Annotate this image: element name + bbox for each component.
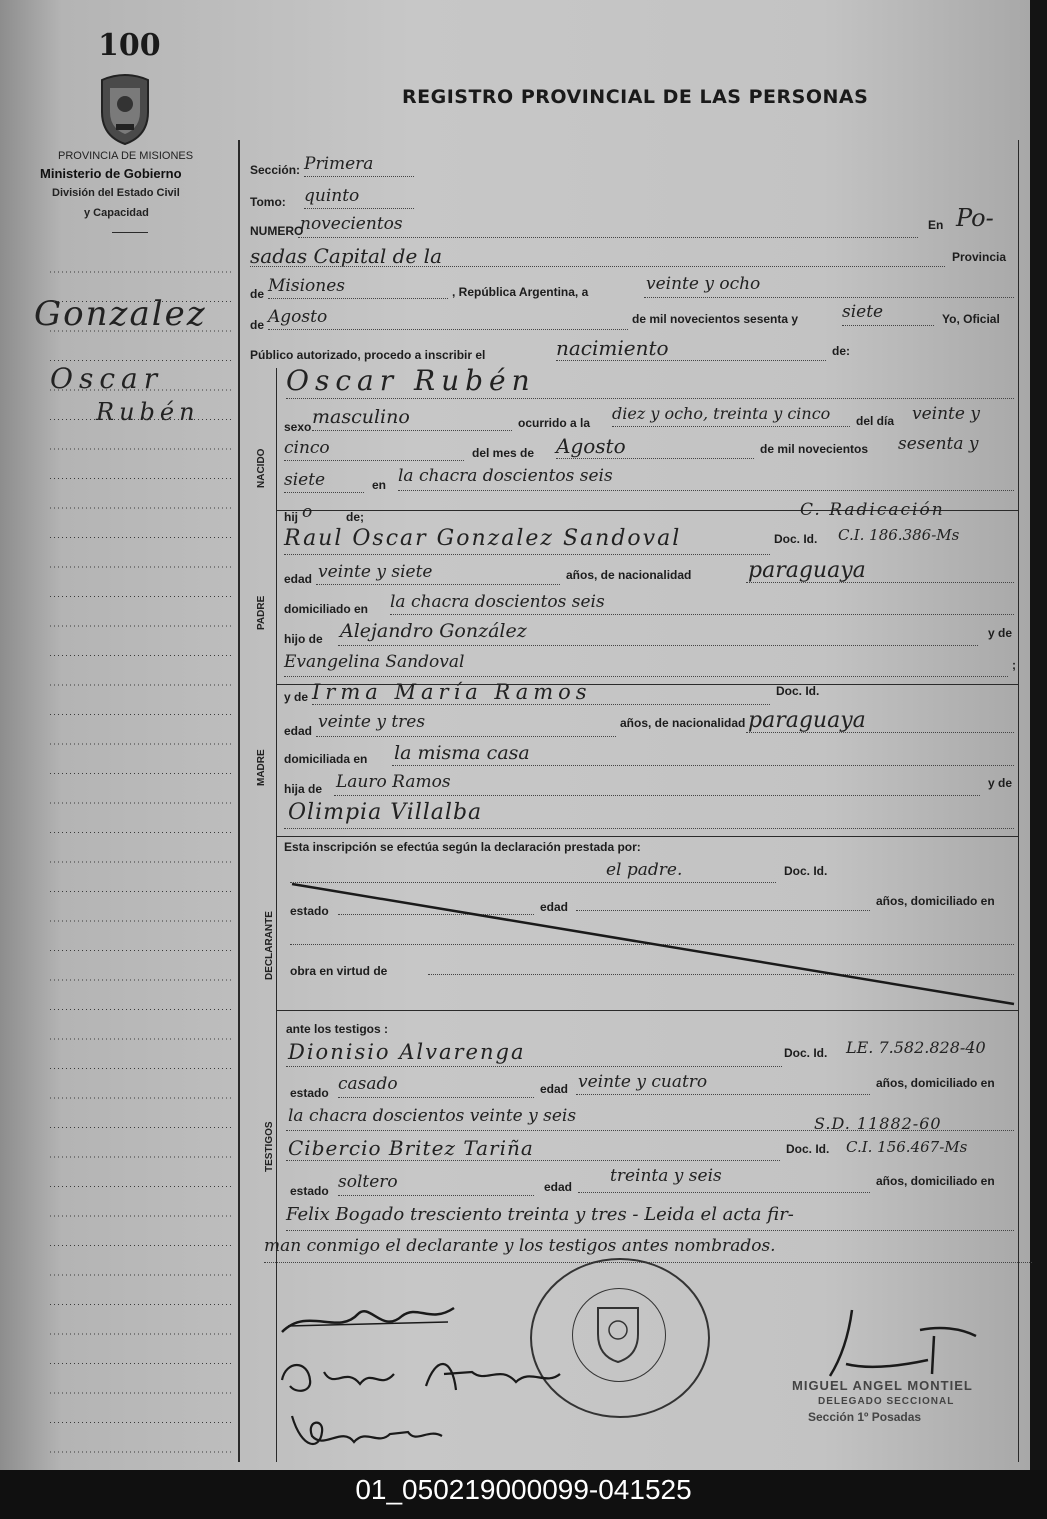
testigo2-edad-value: treinta y seis [610,1166,722,1186]
testigo1-estado-value: casado [338,1074,398,1094]
madre-nombre: Irma María Ramos [312,680,592,704]
padre-nac-label: años, de nacionalidad [566,568,692,582]
sexo-value: masculino [312,406,410,428]
section-label-madre: MADRE [256,749,267,786]
padre-y-de-label: y de [988,626,1013,640]
padre-madre-value: Evangelina Sandoval [284,652,465,672]
coat-of-arms-icon [96,68,154,146]
section-label-padre: PADRE [256,595,267,630]
nombre-value: Oscar Rubén [286,364,536,397]
declarante-value: el padre. [606,860,683,880]
margin-given-2: Rubén [96,398,200,426]
margin-given-1: Oscar [50,362,164,395]
ocurrido-label: ocurrido a la [518,416,591,430]
hora-value: diez y ocho, treinta y cinco [612,404,831,423]
padre-doc-label: Doc. Id. [774,532,818,546]
seal-emblem-icon [590,1300,646,1366]
padre-doc-value: C.I. 186.386-Ms [838,526,960,544]
office-line-2: Ministerio de Gobierno [40,166,182,181]
provincia-value: Misiones [268,276,345,296]
madre-y-de-2-label: y de [988,776,1013,790]
margin-ruled-lines [38,268,234,1458]
numero-label: NUMERO [250,224,304,238]
tomo-label: Tomo: [250,195,286,209]
republica-label: , República Argentina, a [452,285,589,299]
madre-dom-value: la misma casa [394,742,530,764]
place-part-b: sadas Capital de la [250,244,442,268]
padre-nombre: Raul Oscar Gonzalez Sandoval [284,526,682,551]
declarante-anios-label: años, domiciliado en [876,894,995,908]
section-label-declarante: DECLARANTE [264,911,275,980]
padre-edad-value: veinte y siete [318,562,433,582]
office-line-1: PROVINCIA DE MISIONES [58,150,194,162]
margin-surname: Gonzalez [34,294,207,334]
signature-witness-2 [282,1406,452,1454]
padre-nac-value: paraguaya [748,558,866,583]
madre-madre-value: Olimpia Villalba [288,800,483,825]
testigo1-estado-label: estado [290,1086,329,1100]
mes-value: Agosto [268,307,328,327]
padre-hijo-label: hijo de [284,632,323,646]
page-number: 100 [98,28,161,63]
madre-dom-label: domiciliada en [284,752,368,766]
obra-label: obra en virtud de [290,964,388,978]
declarante-estado-label: estado [290,904,329,918]
testigo1-doc-value: LE. 7.582.828-40 [846,1038,986,1057]
note-line-2: man conmigo el declarante y los testigos antes nombrados. [264,1236,776,1256]
place-part-a: Po- [956,204,994,232]
del-dia-label: del día [856,414,895,428]
semicolon-label: ; [1012,658,1016,672]
testigo2-doc-label: Doc. Id. [786,1142,830,1156]
note-line-1: Felix Bogado tresciento treinta y tres - Leida el acta fir- [286,1204,794,1225]
madre-hija-label: hija de [284,782,323,796]
de2-label: de [250,318,265,332]
declarante-edad-label: edad [540,900,569,914]
cancellation-line [288,880,1018,1010]
stamp-line-1: MIGUEL ANGEL MONTIEL [792,1378,973,1393]
padre-padre-value: Alejandro González [340,620,527,642]
signature-officer [278,1296,458,1342]
de-mil-label: de mil novecientos sesenta y [632,312,799,326]
testigo1-doc-label: Doc. Id. [784,1046,828,1060]
mes-nac-value: Agosto [556,434,626,458]
padre-dom-label: domiciliado en [284,602,369,616]
section-label-testigos: TESTIGOS [264,1121,275,1172]
hij-suffix: o [302,502,313,522]
seccion-value: Primera [304,154,374,174]
document-title: REGISTRO PROVINCIAL DE LAS PERSONAS [402,86,869,108]
stamp-line-3: Sección 1º Posadas [808,1410,922,1424]
signature-delegate [800,1300,1000,1390]
yo-oficial-label: Yo, Oficial [942,312,1000,326]
testigo1-edad-value: veinte y cuatro [578,1072,708,1092]
testigo1-anios-label: años, domiciliado en [876,1076,995,1090]
anio-suffix: siete [842,302,884,322]
testigo2-doc-a: S.D. 11882-60 [814,1114,942,1133]
testigo2-anios-label: años, domiciliado en [876,1174,995,1188]
padre-dom-value: la chacra doscientos seis [390,592,605,612]
testigo1-dom-value: la chacra doscientos veinte y seis [288,1106,577,1126]
provincia-label: Provincia [952,250,1007,264]
de-colon-label: de: [832,344,850,358]
dia-nac-b: cinco [284,438,330,458]
anio-nac-b: siete [284,470,326,490]
testigo1-edad-label: edad [540,1082,569,1096]
declarante-doc-label: Doc. Id. [784,864,828,878]
tomo-value: quinto [304,186,360,206]
del-mes-label: del mes de [472,446,535,460]
en-label: En [928,218,944,232]
madre-nac-value: paraguaya [748,708,866,733]
madre-y-de-label: y de [284,690,309,704]
dia-texto: veinte y ocho [646,274,761,294]
seccion-label: Sección: [250,163,301,177]
sexo-label: sexo [284,420,312,434]
stamp-line-2: DELEGADO SECCIONAL [818,1396,955,1407]
madre-nac-label: años, de nacionalidad [620,716,746,730]
de-label: de [250,287,265,301]
testigo2-estado-value: soltero [338,1172,398,1192]
declaracion-label: Esta inscripción se efectúa según la declaración prestada por: [284,840,641,854]
acto-value: nacimiento [556,336,669,360]
madre-padre-value: Lauro Ramos [336,772,451,792]
testigo2-nombre: Cibercio Britez Tariña [288,1136,534,1160]
footer-file-id: 01_050219000099-041525 [355,1474,692,1505]
testigo2-doc-b: C.I. 156.467-Ms [846,1138,968,1156]
de-mil2-label: de mil novecientos [760,442,869,456]
testigo2-edad-label: edad [544,1180,573,1194]
signature-witness-1 [276,1350,566,1400]
dia-nac-a: veinte y [912,404,980,424]
anio-nac-a: sesenta y [898,434,979,454]
madre-edad-label: edad [284,724,313,738]
office-line-4: y Capacidad [84,207,149,219]
en2-label: en [372,478,387,492]
madre-doc-label: Doc. Id. [776,684,820,698]
ante-testigos-label: ante los testigos : [286,1022,389,1036]
madre-edad-value: veinte y tres [318,712,426,732]
hij-label: hij [284,510,298,524]
section-label-nacido: NACIDO [256,448,267,488]
office-line-3: División del Estado Civil [52,187,180,199]
padre-edad-label: edad [284,572,313,586]
de3-label: de; [346,510,364,524]
publico-label: Público autorizado, procedo a inscribir el [250,348,486,362]
numero-value: novecientos [300,214,403,234]
lugar-nac-value: la chacra doscientos seis [398,466,613,486]
testigo2-estado-label: estado [290,1184,329,1198]
padre-doc-note: C. Radicación [800,500,945,520]
testigo1-nombre: Dionisio Alvarenga [288,1040,526,1064]
